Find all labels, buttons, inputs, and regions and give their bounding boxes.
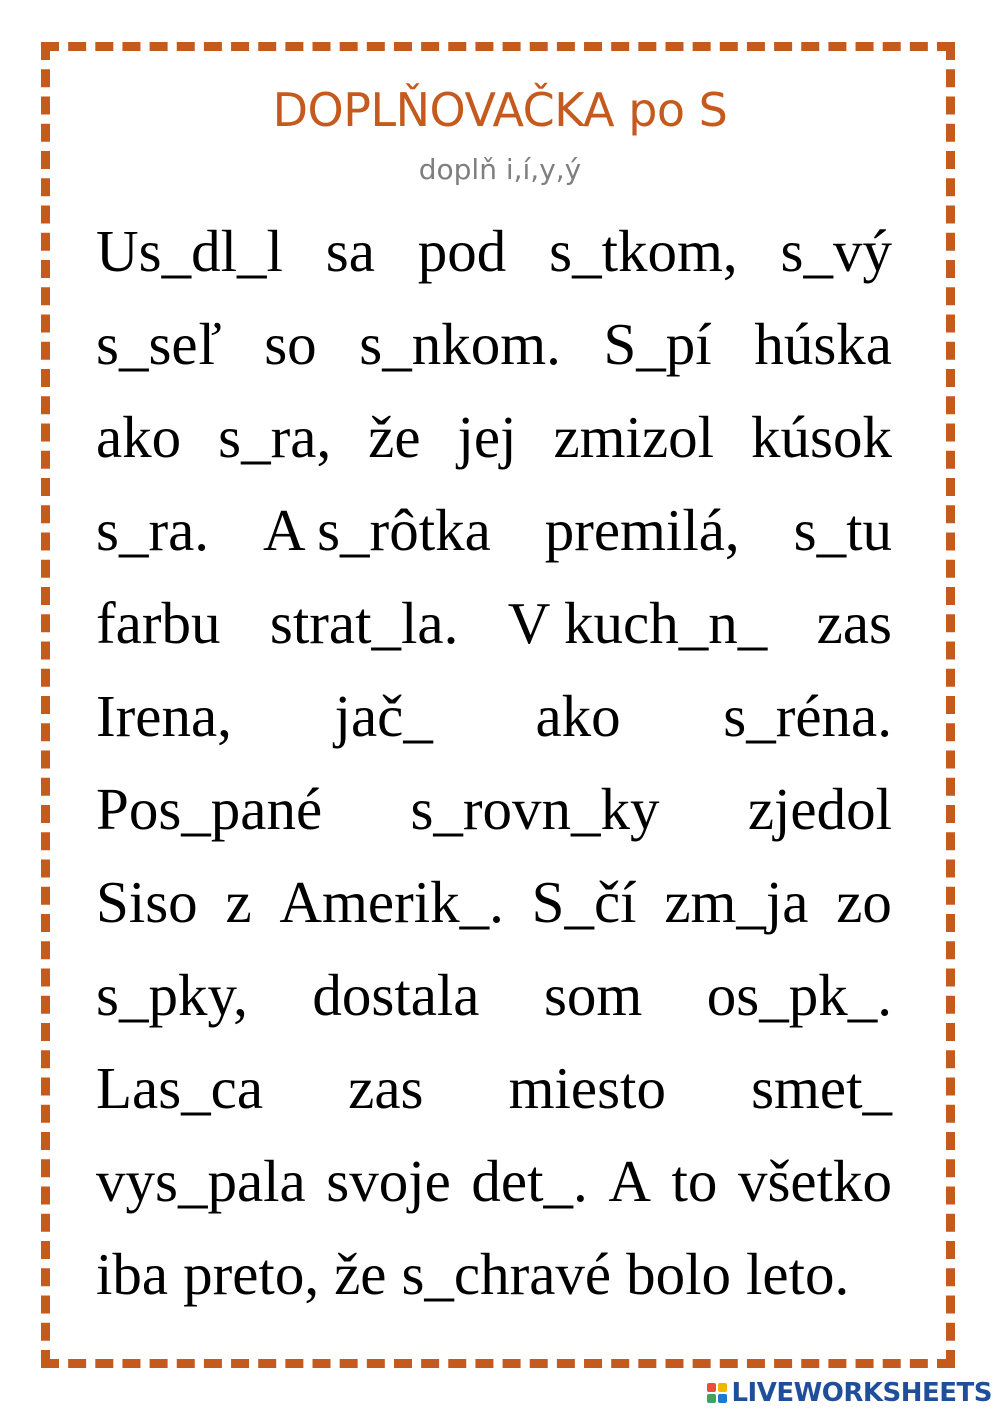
text-word: S_pí (603, 311, 712, 377)
text-line (96, 1042, 892, 1135)
text-word: že (368, 404, 421, 470)
liveworksheets-logo-text: LIVEWORKSHEETS (731, 1378, 992, 1408)
exercise-text (96, 205, 892, 1321)
text-line (96, 484, 892, 577)
text-word: to (671, 1148, 718, 1214)
logo-square (707, 1394, 716, 1403)
text-word: že (334, 1241, 387, 1307)
text-word: det_. (471, 1148, 588, 1214)
text-word: preto, (183, 1241, 320, 1307)
text-line (96, 1135, 892, 1228)
text-word: húska (754, 311, 892, 377)
text-word: zm_ja (664, 869, 809, 935)
text-word: A (608, 1148, 651, 1214)
liveworksheets-logo (707, 1378, 992, 1408)
text-word: farbu (96, 590, 221, 656)
logo-square (718, 1383, 727, 1392)
instructions-subtitle: doplň i,í,y,ý (418, 153, 582, 186)
text-line (96, 298, 892, 391)
text-word: s_nkom. (359, 311, 561, 377)
text-word: Irena, (96, 683, 232, 749)
text-line (96, 577, 892, 670)
logo-square (718, 1394, 727, 1403)
text-word: s_tu (793, 497, 892, 563)
text-word: iba (96, 1241, 169, 1307)
text-word: s_ra, (218, 404, 332, 470)
page-title: DOPLŇOVAČKA po S (272, 83, 728, 137)
text-word: smet_ (751, 1055, 892, 1121)
text-word: Pos_pané (96, 776, 323, 842)
text-word: som (543, 962, 643, 1028)
text-word: s_rovn_ky (410, 776, 660, 842)
text-word: S_čí (531, 869, 637, 935)
text-word: bolo (626, 1241, 732, 1307)
text-word: miesto (508, 1055, 666, 1121)
text-word: zas (816, 590, 892, 656)
text-line (96, 391, 892, 484)
text-word: z (225, 869, 252, 935)
text-word: s_tkom, (549, 218, 738, 284)
text-line (96, 949, 892, 1042)
text-word: s_ra. (96, 497, 210, 563)
text-word: s_chravé (401, 1241, 612, 1307)
logo-square (707, 1383, 716, 1392)
text-word: leto. (746, 1241, 850, 1307)
text-word: strat_la. (269, 590, 459, 656)
text-word: ako (96, 404, 182, 470)
text-line (96, 856, 892, 949)
text-word: svoje (326, 1148, 451, 1214)
text-word: V kuch_n_ (507, 590, 768, 656)
text-word: Amerik_. (279, 869, 504, 935)
liveworksheets-logo-icon (707, 1383, 727, 1403)
text-word: Us_dl_l (96, 218, 283, 284)
text-word: všetko (737, 1148, 892, 1214)
text-line (96, 670, 892, 763)
text-word: ako (535, 683, 621, 749)
text-word: zas (348, 1055, 424, 1121)
text-word: s_pky, (96, 962, 248, 1028)
text-word: A s_rôtka (262, 497, 491, 563)
text-word: s_vý (780, 218, 892, 284)
text-line (96, 205, 892, 298)
text-word: os_pk_. (706, 962, 892, 1028)
text-word: kúsok (751, 404, 892, 470)
text-line (96, 1228, 892, 1321)
text-word: s_réna. (723, 683, 892, 749)
text-line (96, 763, 892, 856)
text-word: s_seľ (96, 311, 222, 377)
text-word: premilá, (544, 497, 740, 563)
text-word: dostala (312, 962, 480, 1028)
text-word: so (264, 311, 317, 377)
text-word: Siso (96, 869, 198, 935)
text-word: pod (417, 218, 507, 284)
text-word: jač_ (334, 683, 433, 749)
text-word: sa (325, 218, 375, 284)
text-word: vys_pala (96, 1148, 306, 1214)
text-word: jej (457, 404, 517, 470)
text-word: zo (836, 869, 892, 935)
text-word: Las_ca (96, 1055, 264, 1121)
text-word: zjedol (747, 776, 892, 842)
text-word: zmizol (553, 404, 715, 470)
